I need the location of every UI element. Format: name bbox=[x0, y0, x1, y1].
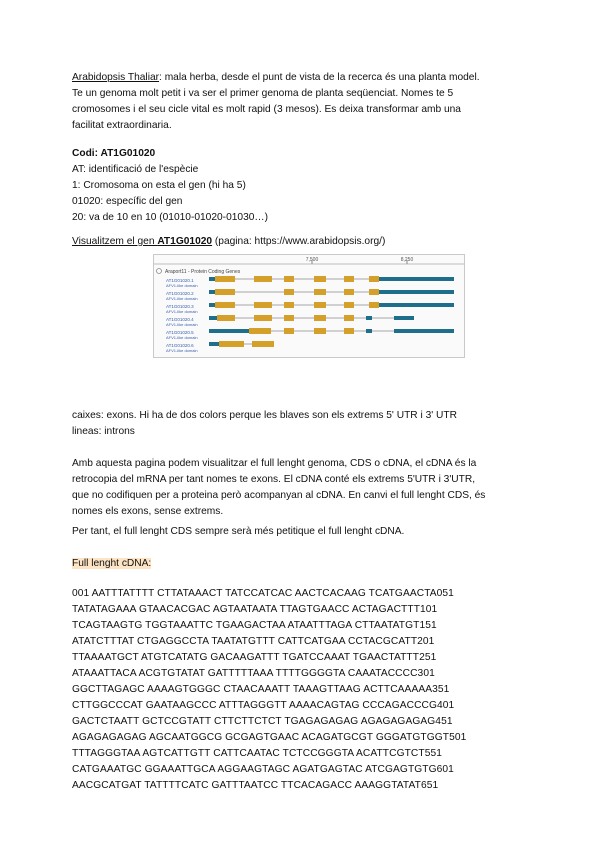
exon-box bbox=[254, 315, 272, 321]
exon-box bbox=[284, 276, 294, 282]
sequence-line: ATAAATTACA ACGTGTATAT GATTTTTAAA TTTTGGGGTA CAAATACCCC301 bbox=[72, 668, 435, 679]
exon-box bbox=[215, 289, 235, 295]
sequence-line: TTAAAATGCT ATGTCATATG GACAAGATTT TGATCCAAAT TGAACTATTT251 bbox=[72, 652, 437, 663]
gene-model-label[interactable]: AT1G01020.1 bbox=[166, 278, 194, 283]
sequence-line: AACGCATGAT TATTTTCATC GATTTAATCC TTCACAGACC AAAGGTATAT651 bbox=[72, 780, 439, 791]
exon-box bbox=[344, 315, 354, 321]
gene-model-label[interactable]: AT1G01020.2 bbox=[166, 291, 194, 296]
gene-structure-diagram bbox=[154, 255, 464, 357]
exon-box bbox=[344, 302, 354, 308]
sequence-line: ATATCTTTAT CTGAGGCCTA TAATATGTTT CATTCATGAA CCTACGCATT201 bbox=[72, 636, 435, 647]
legend-notes bbox=[72, 408, 532, 440]
gene-model-rows bbox=[166, 276, 454, 353]
visualize-line bbox=[72, 234, 532, 250]
exons-note: caixes: exons. Hi ha de dos colors perque les blaves son els extrems 5' UTR i 3' UTR bbox=[72, 410, 457, 421]
gene-model-label[interactable]: AT1G01020.5 bbox=[166, 330, 194, 335]
exon-box bbox=[284, 289, 294, 295]
exon-box bbox=[369, 289, 379, 295]
utr-box bbox=[379, 303, 454, 307]
gene-model-sublabel: AFV1-like domain bbox=[166, 309, 198, 314]
code-line-4: 20: va de 10 en 10 (01010-01020-01030…) bbox=[72, 212, 268, 223]
exon-box bbox=[284, 328, 294, 334]
exon-box bbox=[314, 276, 326, 282]
gene-model-row[interactable] bbox=[166, 302, 454, 314]
utr-box bbox=[209, 329, 249, 333]
exon-box bbox=[369, 276, 379, 282]
gene-model-row[interactable] bbox=[166, 289, 454, 301]
sequence-line: GACTCTAATT GCTCCGTATT CTTCTTCTCT TGAGAGAGAG AGAGAGAGAG451 bbox=[72, 716, 453, 727]
exon-box bbox=[369, 302, 379, 308]
sequence-line: CTTGGCCCAT GAATAAGCCC ATTTAGGGTT AAAACAGTAG CCCAGACCCG401 bbox=[72, 700, 455, 711]
sequence-line: AGAGAGAGAG AGCAATGGCG GCGAGTGAAC ACAGATGCGT GGGATGTGGT501 bbox=[72, 732, 467, 743]
utr-box bbox=[394, 316, 414, 320]
amb-line-2: retrocopia del mRNA per tant nomes te exons. El cDNA conté els extrems 5'UTR i 3'UTR, bbox=[72, 474, 476, 485]
amb-line-4: nomes els exons, sense extrems. bbox=[72, 506, 224, 517]
visualize-prefix: Visualitzem el gen bbox=[72, 236, 158, 247]
code-line-1: AT: identificació de l'espècie bbox=[72, 164, 199, 175]
species-name: Arabidopsis Thaliar bbox=[72, 72, 160, 83]
exon-box bbox=[217, 315, 235, 321]
gene-model-row[interactable] bbox=[166, 341, 274, 353]
track-toggle-icon[interactable] bbox=[157, 269, 162, 274]
utr-box bbox=[209, 277, 215, 281]
exon-box bbox=[254, 302, 272, 308]
utr-box bbox=[209, 290, 215, 294]
lines-label: lineas bbox=[72, 426, 99, 437]
exon-box bbox=[314, 328, 326, 334]
exon-box bbox=[215, 276, 235, 282]
utr-box bbox=[209, 303, 215, 307]
code-line-3: 01020: específic del gen bbox=[72, 196, 183, 207]
sequence-line: TTTAGGGTAA AGTCATTGTT CATTCAATAC TCTCCGGGTA ACATTCGTCT551 bbox=[72, 748, 443, 759]
exon-box bbox=[344, 289, 354, 295]
intro-line-2: Te un genoma molt petit i va ser el primer genoma de planta seqüenciat. Nomes te 5 bbox=[72, 88, 454, 99]
gene-model-label[interactable]: AT1G01020.6 bbox=[166, 343, 194, 348]
sequence-line: TATATAGAAA GTAACACGAC AGTAATAATA TTAGTGAACC ACTAGACTTT101 bbox=[72, 604, 438, 615]
exon-box bbox=[344, 328, 354, 334]
exon-box bbox=[344, 276, 354, 282]
code-line-2: 1: Cromosoma on esta el gen (hi ha 5) bbox=[72, 180, 246, 191]
gene-model-row[interactable] bbox=[166, 315, 414, 327]
exon-box bbox=[314, 315, 326, 321]
utr-box bbox=[209, 316, 217, 320]
visualize-suffix: (pagina: https://www.arabidopsis.org/) bbox=[212, 236, 386, 247]
sequence-line: TCAGTAAGTG TGGTAAATTC TGAAGACTAA ATAATTTAGA CTTAATATGT151 bbox=[72, 620, 437, 631]
gene-model-label[interactable]: AT1G01020.4 bbox=[166, 317, 194, 322]
full-cdna-header-wrap bbox=[72, 556, 532, 572]
visualize-gene: AT1G01020 bbox=[157, 236, 213, 247]
gene-model-row[interactable] bbox=[166, 328, 454, 340]
intro-line-1: : mala herba, desde el punt de vista de la recerca és una planta model. bbox=[159, 72, 480, 83]
ruler-label-left: 7,500 bbox=[305, 257, 319, 263]
gene-code-label: Codi: AT1G01020 bbox=[72, 148, 156, 159]
gene-model-sublabel: AFV1-like domain bbox=[166, 348, 198, 353]
exon-box bbox=[254, 276, 272, 282]
gene-model-row[interactable] bbox=[166, 276, 454, 288]
exon-box bbox=[314, 289, 326, 295]
utr-box bbox=[366, 329, 372, 333]
exon-box bbox=[249, 328, 271, 334]
utr-box bbox=[394, 329, 454, 333]
gene-code-section bbox=[72, 146, 532, 226]
gene-browser-figure bbox=[153, 254, 465, 358]
exon-box bbox=[215, 302, 235, 308]
ruler-label-right: 8,250 bbox=[400, 257, 414, 263]
utr-box bbox=[379, 290, 454, 294]
intro-paragraph bbox=[72, 70, 532, 134]
full-cdna-header: Full lenght cDNA: bbox=[72, 558, 152, 569]
exon-box bbox=[314, 302, 326, 308]
amb-line-1: Amb aquesta pagina podem visualitzar el full lenght genoma, CDS o cDNA, el cDNA és la bbox=[72, 458, 477, 469]
utr-box bbox=[379, 277, 454, 281]
gene-model-sublabel: AFV1-like domain bbox=[166, 322, 198, 327]
utr-box bbox=[209, 342, 219, 346]
track-title: Araport11 - Protein Coding Genes bbox=[165, 269, 241, 275]
sequence-line: GGCTTAGAGC AAAAGTGGGC CTAACAAATT TAAAGTTAAG ACTTCAAAAA351 bbox=[72, 684, 450, 695]
exon-box bbox=[284, 315, 294, 321]
sequence-line: 001 AATTTATTTT CTTATAAACT TATCCATCAC AACTCACAAG TCATGAACTA051 bbox=[72, 588, 454, 599]
gene-model-sublabel: AFV1-like domain bbox=[166, 296, 198, 301]
intro-line-3: cromosomes i el seu cicle vital es molt rapid (3 mesos). Es deixa transformar amb una bbox=[72, 104, 461, 115]
cdna-paragraph bbox=[72, 456, 532, 520]
gene-model-sublabel: AFV1-like domain bbox=[166, 283, 198, 288]
gene-model-label[interactable]: AT1G01020.3 bbox=[166, 304, 194, 309]
lines-note: : introns bbox=[98, 426, 135, 437]
amb-line-3: que no codifiquen per a proteina però acompanyan al cDNA. En canvi el full lenght CDS, és bbox=[72, 490, 486, 501]
conclusion-line: Per tant, el full lenght CDS sempre serà més petitique el full lenght cDNA. bbox=[72, 526, 405, 537]
gene-model-sublabel: AFV1-like domain bbox=[166, 335, 198, 340]
sequence-line: CATGAAATGC GGAAATTGCA AGGAAGTAGC AGATGAGTAC ATCGAGTGTG601 bbox=[72, 764, 454, 775]
cdna-sequence bbox=[72, 586, 532, 794]
utr-box bbox=[366, 316, 372, 320]
exon-box bbox=[284, 302, 294, 308]
exon-box bbox=[252, 341, 274, 347]
exon-box bbox=[219, 341, 244, 347]
intro-line-4: facilitat extraordinaria. bbox=[72, 120, 172, 131]
